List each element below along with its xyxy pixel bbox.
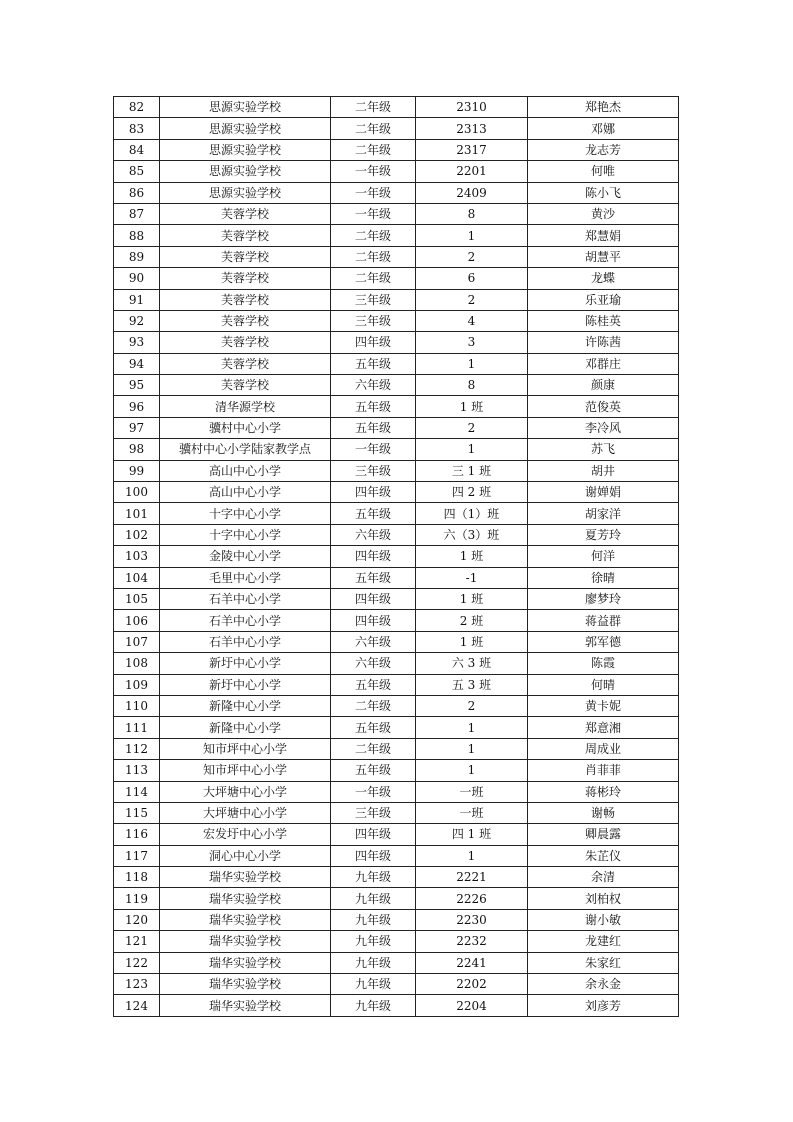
school-cell: 芙蓉学校	[160, 203, 331, 224]
table-row	[114, 268, 679, 289]
teacher-name-cell: 郑意湘	[528, 717, 679, 738]
school-cell: 思源实验学校	[160, 139, 331, 160]
table-row	[114, 909, 679, 930]
grade-cell: 五年级	[331, 717, 416, 738]
class-cell: 1	[416, 760, 528, 781]
grade-cell: 九年级	[331, 974, 416, 995]
grade-cell: 三年级	[331, 310, 416, 331]
grade-cell: 六年级	[331, 631, 416, 652]
school-cell: 十字中心小学	[160, 524, 331, 545]
table-row	[114, 610, 679, 631]
teacher-name-cell: 李冷风	[528, 417, 679, 438]
teacher-name-cell: 郑艳杰	[528, 97, 679, 118]
grade-cell: 四年级	[331, 845, 416, 866]
table-row	[114, 760, 679, 781]
grade-cell: 五年级	[331, 396, 416, 417]
table-row	[114, 631, 679, 652]
row-number-cell: 113	[114, 760, 160, 781]
grade-cell: 三年级	[331, 289, 416, 310]
table-row	[114, 332, 679, 353]
school-cell: 宏发圩中心小学	[160, 824, 331, 845]
school-cell: 石羊中心小学	[160, 588, 331, 609]
grade-cell: 一年级	[331, 203, 416, 224]
table-row	[114, 118, 679, 139]
row-number-cell: 91	[114, 289, 160, 310]
row-number-cell: 104	[114, 567, 160, 588]
table-row	[114, 952, 679, 973]
grade-cell: 二年级	[331, 118, 416, 139]
class-cell: 8	[416, 375, 528, 396]
school-cell: 思源实验学校	[160, 161, 331, 182]
class-cell: 四 1 班	[416, 824, 528, 845]
teacher-name-cell: 邓娜	[528, 118, 679, 139]
school-cell: 新隆中心小学	[160, 717, 331, 738]
table-row	[114, 246, 679, 267]
school-cell: 芙蓉学校	[160, 353, 331, 374]
teacher-name-cell: 胡井	[528, 460, 679, 481]
row-number-cell: 109	[114, 674, 160, 695]
teacher-name-cell: 郭军德	[528, 631, 679, 652]
row-number-cell: 83	[114, 118, 160, 139]
school-cell: 新圩中心小学	[160, 674, 331, 695]
school-cell: 瑞华实验学校	[160, 952, 331, 973]
grade-cell: 二年级	[331, 246, 416, 267]
table-row	[114, 503, 679, 524]
row-number-cell: 108	[114, 653, 160, 674]
table-row	[114, 97, 679, 118]
table-row	[114, 375, 679, 396]
school-cell: 清华源学校	[160, 396, 331, 417]
school-cell: 金陵中心小学	[160, 546, 331, 567]
row-number-cell: 90	[114, 268, 160, 289]
class-cell: 2230	[416, 909, 528, 930]
table-row	[114, 974, 679, 995]
teacher-name-cell: 谢畅	[528, 802, 679, 823]
table-row	[114, 695, 679, 716]
school-cell: 思源实验学校	[160, 118, 331, 139]
row-number-cell: 89	[114, 246, 160, 267]
teacher-name-cell: 乐亚瑜	[528, 289, 679, 310]
table-row	[114, 482, 679, 503]
school-cell: 大坪塘中心小学	[160, 781, 331, 802]
teacher-name-cell: 范俊英	[528, 396, 679, 417]
grade-cell: 二年级	[331, 225, 416, 246]
row-number-cell: 99	[114, 460, 160, 481]
class-cell: 2	[416, 417, 528, 438]
class-cell: 2232	[416, 931, 528, 952]
grade-cell: 二年级	[331, 695, 416, 716]
teacher-name-cell: 谢婵娟	[528, 482, 679, 503]
row-number-cell: 116	[114, 824, 160, 845]
teacher-name-cell: 廖梦玲	[528, 588, 679, 609]
row-number-cell: 92	[114, 310, 160, 331]
table-row	[114, 588, 679, 609]
class-cell: 6	[416, 268, 528, 289]
teacher-name-cell: 龙志芳	[528, 139, 679, 160]
grade-cell: 三年级	[331, 460, 416, 481]
class-cell: 一班	[416, 802, 528, 823]
row-number-cell: 82	[114, 97, 160, 118]
row-number-cell: 114	[114, 781, 160, 802]
table-row	[114, 225, 679, 246]
grade-cell: 五年级	[331, 417, 416, 438]
class-cell: 2226	[416, 888, 528, 909]
row-number-cell: 122	[114, 952, 160, 973]
class-cell: 六 3 班	[416, 653, 528, 674]
row-number-cell: 111	[114, 717, 160, 738]
row-number-cell: 107	[114, 631, 160, 652]
school-cell: 思源实验学校	[160, 97, 331, 118]
table-row	[114, 310, 679, 331]
table-row	[114, 161, 679, 182]
grade-cell: 九年级	[331, 909, 416, 930]
class-cell: 五 3 班	[416, 674, 528, 695]
class-cell: 2201	[416, 161, 528, 182]
teacher-name-cell: 蒋彬玲	[528, 781, 679, 802]
class-cell: 2 班	[416, 610, 528, 631]
row-number-cell: 106	[114, 610, 160, 631]
table-row	[114, 802, 679, 823]
row-number-cell: 94	[114, 353, 160, 374]
grade-cell: 二年级	[331, 268, 416, 289]
teacher-name-cell: 余清	[528, 867, 679, 888]
class-cell: 1	[416, 845, 528, 866]
table-row	[114, 567, 679, 588]
grade-cell: 四年级	[331, 610, 416, 631]
teacher-name-cell: 周成业	[528, 738, 679, 759]
teacher-name-cell: 黄卡妮	[528, 695, 679, 716]
class-cell: 4	[416, 310, 528, 331]
table-row	[114, 203, 679, 224]
table-row	[114, 439, 679, 460]
class-cell: 2317	[416, 139, 528, 160]
school-cell: 知市坪中心小学	[160, 738, 331, 759]
teacher-name-cell: 陈霞	[528, 653, 679, 674]
row-number-cell: 101	[114, 503, 160, 524]
row-number-cell: 102	[114, 524, 160, 545]
teacher-name-cell: 黄沙	[528, 203, 679, 224]
teacher-name-cell: 许陈茜	[528, 332, 679, 353]
row-number-cell: 87	[114, 203, 160, 224]
teacher-name-cell: 刘柏权	[528, 888, 679, 909]
row-number-cell: 86	[114, 182, 160, 203]
row-number-cell: 118	[114, 867, 160, 888]
grade-cell: 五年级	[331, 353, 416, 374]
teacher-name-cell: 何洋	[528, 546, 679, 567]
class-cell: 8	[416, 203, 528, 224]
row-number-cell: 121	[114, 931, 160, 952]
table-row	[114, 524, 679, 545]
row-number-cell: 97	[114, 417, 160, 438]
teacher-name-cell: 胡慧平	[528, 246, 679, 267]
row-number-cell: 85	[114, 161, 160, 182]
table-row	[114, 717, 679, 738]
table-row	[114, 396, 679, 417]
grade-cell: 九年级	[331, 888, 416, 909]
teacher-name-cell: 陈桂英	[528, 310, 679, 331]
row-number-cell: 120	[114, 909, 160, 930]
class-cell: 2	[416, 695, 528, 716]
class-cell: 1	[416, 225, 528, 246]
teacher-name-cell: 胡家洋	[528, 503, 679, 524]
class-cell: 1 班	[416, 631, 528, 652]
school-cell: 瑞华实验学校	[160, 995, 331, 1016]
class-cell: 1	[416, 353, 528, 374]
grade-cell: 九年级	[331, 995, 416, 1016]
class-cell: 2	[416, 289, 528, 310]
teacher-name-cell: 陈小飞	[528, 182, 679, 203]
grade-cell: 九年级	[331, 931, 416, 952]
school-cell: 瑞华实验学校	[160, 909, 331, 930]
table-row	[114, 888, 679, 909]
grade-cell: 六年级	[331, 653, 416, 674]
school-cell: 思源实验学校	[160, 182, 331, 203]
school-cell: 知市坪中心小学	[160, 760, 331, 781]
teacher-name-cell: 朱芷仪	[528, 845, 679, 866]
school-cell: 高山中心小学	[160, 460, 331, 481]
school-cell: 瑞华实验学校	[160, 867, 331, 888]
grade-cell: 五年级	[331, 674, 416, 695]
grade-cell: 五年级	[331, 503, 416, 524]
row-number-cell: 105	[114, 588, 160, 609]
class-cell: 3	[416, 332, 528, 353]
grade-cell: 四年级	[331, 588, 416, 609]
table-row	[114, 824, 679, 845]
teacher-name-cell: 徐晴	[528, 567, 679, 588]
grade-cell: 三年级	[331, 802, 416, 823]
class-cell: 2221	[416, 867, 528, 888]
grade-cell: 四年级	[331, 482, 416, 503]
class-cell: 2310	[416, 97, 528, 118]
class-cell: 1 班	[416, 588, 528, 609]
row-number-cell: 115	[114, 802, 160, 823]
grade-cell: 二年级	[331, 738, 416, 759]
table-row	[114, 738, 679, 759]
school-cell: 新圩中心小学	[160, 653, 331, 674]
row-number-cell: 100	[114, 482, 160, 503]
grade-cell: 九年级	[331, 952, 416, 973]
row-number-cell: 117	[114, 845, 160, 866]
grade-cell: 五年级	[331, 760, 416, 781]
grade-cell: 一年级	[331, 781, 416, 802]
row-number-cell: 93	[114, 332, 160, 353]
grade-cell: 九年级	[331, 867, 416, 888]
table-row	[114, 353, 679, 374]
school-cell: 石羊中心小学	[160, 610, 331, 631]
row-number-cell: 123	[114, 974, 160, 995]
class-cell: 2	[416, 246, 528, 267]
class-cell: 1 班	[416, 546, 528, 567]
row-number-cell: 119	[114, 888, 160, 909]
school-cell: 石羊中心小学	[160, 631, 331, 652]
teacher-name-cell: 蒋益群	[528, 610, 679, 631]
class-cell: 四（1）班	[416, 503, 528, 524]
class-cell: 四 2 班	[416, 482, 528, 503]
school-cell: 骥村中心小学	[160, 417, 331, 438]
school-cell: 大坪塘中心小学	[160, 802, 331, 823]
roster-table-body	[114, 97, 679, 1017]
grade-cell: 六年级	[331, 375, 416, 396]
row-number-cell: 124	[114, 995, 160, 1016]
teacher-name-cell: 颜康	[528, 375, 679, 396]
table-row	[114, 931, 679, 952]
teacher-name-cell: 余永金	[528, 974, 679, 995]
row-number-cell: 84	[114, 139, 160, 160]
grade-cell: 四年级	[331, 332, 416, 353]
class-cell: 2409	[416, 182, 528, 203]
teacher-name-cell: 苏飞	[528, 439, 679, 460]
school-cell: 芙蓉学校	[160, 310, 331, 331]
teacher-name-cell: 刘彦芳	[528, 995, 679, 1016]
table-row	[114, 653, 679, 674]
grade-cell: 五年级	[331, 567, 416, 588]
teacher-name-cell: 夏芳玲	[528, 524, 679, 545]
school-cell: 毛里中心小学	[160, 567, 331, 588]
school-cell: 瑞华实验学校	[160, 888, 331, 909]
class-cell: -1	[416, 567, 528, 588]
row-number-cell: 103	[114, 546, 160, 567]
table-row	[114, 139, 679, 160]
class-cell: 1	[416, 738, 528, 759]
school-cell: 瑞华实验学校	[160, 931, 331, 952]
school-cell: 芙蓉学校	[160, 268, 331, 289]
table-row	[114, 417, 679, 438]
teacher-name-cell: 朱家红	[528, 952, 679, 973]
teacher-name-cell: 龙建红	[528, 931, 679, 952]
table-row	[114, 867, 679, 888]
table-row	[114, 460, 679, 481]
grade-cell: 一年级	[331, 182, 416, 203]
grade-cell: 一年级	[331, 439, 416, 460]
row-number-cell: 96	[114, 396, 160, 417]
grade-cell: 二年级	[331, 139, 416, 160]
row-number-cell: 95	[114, 375, 160, 396]
teacher-name-cell: 谢小敏	[528, 909, 679, 930]
class-cell: 2241	[416, 952, 528, 973]
class-cell: 1	[416, 717, 528, 738]
class-cell: 六（3）班	[416, 524, 528, 545]
table-row	[114, 289, 679, 310]
school-cell: 骥村中心小学陆家教学点	[160, 439, 331, 460]
teacher-name-cell: 何晴	[528, 674, 679, 695]
school-cell: 芙蓉学校	[160, 246, 331, 267]
table-row	[114, 182, 679, 203]
row-number-cell: 88	[114, 225, 160, 246]
grade-cell: 四年级	[331, 546, 416, 567]
school-cell: 十字中心小学	[160, 503, 331, 524]
class-cell: 1 班	[416, 396, 528, 417]
grade-cell: 六年级	[331, 524, 416, 545]
teacher-name-cell: 郑慧娟	[528, 225, 679, 246]
school-cell: 芙蓉学校	[160, 289, 331, 310]
grade-cell: 四年级	[331, 824, 416, 845]
teacher-name-cell: 龙蝶	[528, 268, 679, 289]
class-cell: 2204	[416, 995, 528, 1016]
school-cell: 瑞华实验学校	[160, 974, 331, 995]
class-cell: 2313	[416, 118, 528, 139]
school-cell: 芙蓉学校	[160, 225, 331, 246]
roster-table	[113, 96, 679, 1017]
class-cell: 三 1 班	[416, 460, 528, 481]
table-row	[114, 781, 679, 802]
row-number-cell: 110	[114, 695, 160, 716]
grade-cell: 一年级	[331, 161, 416, 182]
table-row	[114, 546, 679, 567]
school-cell: 新隆中心小学	[160, 695, 331, 716]
class-cell: 一班	[416, 781, 528, 802]
class-cell: 1	[416, 439, 528, 460]
class-cell: 2202	[416, 974, 528, 995]
row-number-cell: 112	[114, 738, 160, 759]
row-number-cell: 98	[114, 439, 160, 460]
school-cell: 芙蓉学校	[160, 332, 331, 353]
teacher-name-cell: 肖菲菲	[528, 760, 679, 781]
table-row	[114, 995, 679, 1016]
teacher-name-cell: 何唯	[528, 161, 679, 182]
school-cell: 芙蓉学校	[160, 375, 331, 396]
school-cell: 洞心中心小学	[160, 845, 331, 866]
table-row	[114, 845, 679, 866]
teacher-name-cell: 邓群庄	[528, 353, 679, 374]
school-cell: 高山中心小学	[160, 482, 331, 503]
teacher-name-cell: 卿晨露	[528, 824, 679, 845]
table-row	[114, 674, 679, 695]
grade-cell: 二年级	[331, 97, 416, 118]
